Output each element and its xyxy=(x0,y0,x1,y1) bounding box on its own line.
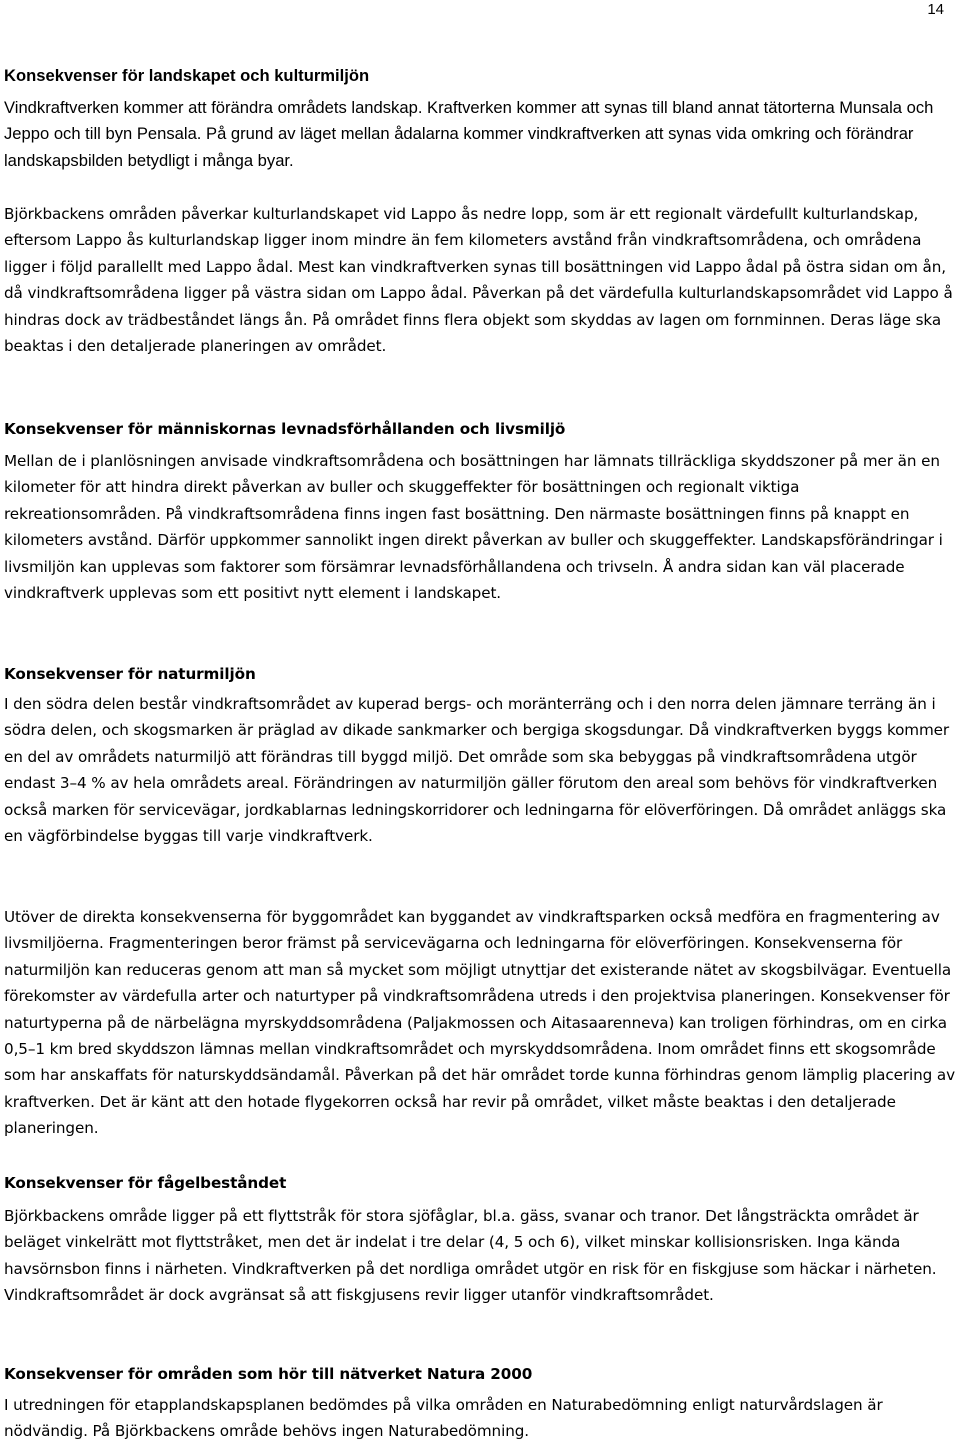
paragraph-living-1: Mellan de i planlösningen anvisade vindkraftsområdena och bosättningen har lämnats tillräckliga skyddszoner på mer än en kilometer för att hindra direkt påverkan av buller och skuggeffekter för bosättningen och regionalt viktiga rekreationsområden. På vindkraftsområdena finns ingen fast bosättning. Den närmaste bosättningen finns på knappt en kilometers avstånd. Därför uppkommer sannolikt ingen direkt påverkan av buller och skuggeffekter. Landskapsförändringar i livsmiljön kan upplevas som faktorer som försämrar levnadsförhållandena och trivseln. Å andra sidan kan väl placerade vindkraftverk upplevas som ett positivt nytt element i landskapet. xyxy=(4,452,943,603)
heading-living: Konsekvenser för människornas levnadsförhållanden och livsmiljö xyxy=(4,420,566,438)
paragraph-landscape-2: Björkbackens områden påverkar kulturlandskapet vid Lappo ås nedre lopp, som är ett regionalt värdefullt kulturlandskap, eftersom Lappo ås kulturlandskap ligger inom mindre än fem kilometers avstånd från vindkraftsområdena, och områdena ligger i följd parallellt med Lappo ådal. Mest kan vindkraftverken synas till bosättningen vid Lappo ådal på östra sidan om ån, då vindkraftsområdena ligger på västra sidan om Lappo ådal. Påverkan på det värdefulla kulturlandskapsområdet vid Lappo å hindras dock av trädbeståndet längs ån. På området finns flera objekt som skyddas av lagen om fornminnen. Deras läge ska beaktas i den detaljerade planeringen av området. xyxy=(4,205,953,356)
heading-nature: Konsekvenser för naturmiljön xyxy=(4,665,256,683)
page-number: 14 xyxy=(927,1,944,18)
heading-natura: Konsekvenser för områden som hör till nätverket Natura 2000 xyxy=(4,1365,533,1383)
heading-landscape: Konsekvenser för landskapet och kulturmiljön xyxy=(4,66,370,85)
paragraph-nature-1: I den södra delen består vindkraftsområdet av kuperad bergs- och moränterräng och i den norra delen jämnare terräng än i södra delen, och skogsmarken är präglad av dikade sankmarker och bergiga skogsdungar. Då vindkraftverken byggs kommer en del av områdets naturmiljö att förändras till byggd miljö. Det område som ska bebyggas på vindkraftsområdena utgör endast 3–4 % av hela områdets areal. Förändringen av naturmiljön gäller förutom den areal som behövs för vindkraftverken också marken för servicevägar, jordkablarnas ledningskorridorer och ledningarna för elöverföringen. Då området anläggs ska en vägförbindelse byggas till varje vindkraftverk. xyxy=(4,695,950,846)
paragraph-birds-1: Björkbackens område ligger på ett flyttstråk för stora sjöfåglar, bl.a. gäss, svanar och tranor. Det långsträckta området är beläget vinkelrätt mot flyttstråket, men det är indelat i tre delar (4, 5 och 6), vilket minskar kollisionsrisken. Inga kända havsörnsbon finns i närheten. Vindkraftverken på det nordliga området utgör en risk för en fiskgjuse som häckar i närheten. Vindkraftsområdet är dock avgränsat så att fiskgjusens revir ligger utanför vindkraftsområdet. xyxy=(4,1207,937,1305)
paragraph-nature-2: Utöver de direkta konsekvenserna för byggområdet kan byggandet av vindkraftsparken också medföra en fragmentering av livsmiljöerna. Fragmenteringen beror främst på servicevägarna och ledningarna för elöverföringen. Konsekvenserna för naturmiljön kan reduceras genom att man så mycket som möjligt utnyttjar det existerande nätet av skogsbilvägar. Eventuella förekomster av värdefulla arter och naturtyper på vindkraftsområdena utreds i den projektvisa planeringen. Konsekvenser för naturtyperna på de närbelägna myrskyddsområdena (Paljakmossen och Aitasaarenneva) kan troligen förhindras, om en cirka 0,5–1 km bred skyddszon lämnas mellan vindkraftsområdet och myrskyddsområdena. Inom området finns ett skogsområde som har anskaffats för naturskyddsändamål. Påverkan på det här området torde kunna förhindras genom lämplig placering av kraftverken. Det är känt att den hotade flygekorren också har revir på området, vilket måste beaktas i den detaljerade planeringen. xyxy=(4,908,955,1138)
heading-birds: Konsekvenser för fågelbeståndet xyxy=(4,1174,287,1192)
paragraph-natura-1: I utredningen för etapplandskapsplanen bedömdes på vilka områden en Naturabedömning enligt naturvårdslagen är nödvändig. På Björkbackens område behövs ingen Naturabedömning. xyxy=(4,1396,883,1441)
paragraph-landscape-1: Vindkraftverken kommer att förändra områdets landskap. Kraftverken kommer att synas till bland annat tätorterna Munsala och Jeppo och till byn Pensala. På grund av läget mellan ådalarna kommer vindkraftverken att synas vida omkring och förändrar landskapsbilden betydligt i många byar. xyxy=(4,98,934,170)
